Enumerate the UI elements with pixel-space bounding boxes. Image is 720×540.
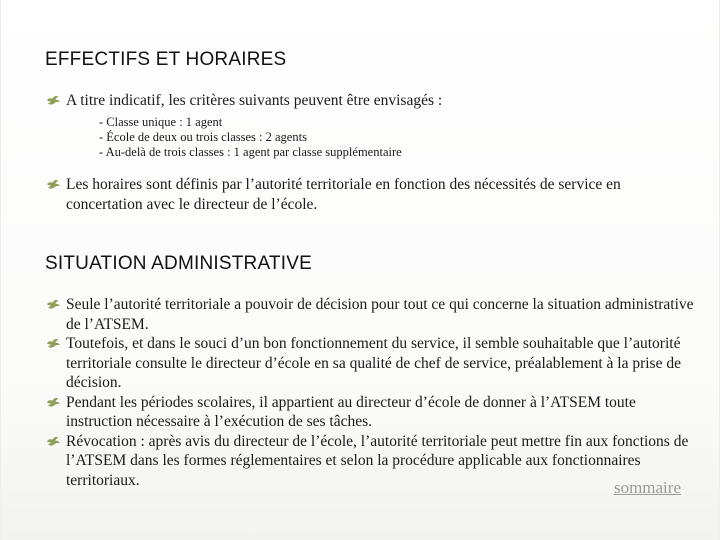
ribbon-bullet-icon — [46, 396, 61, 409]
sommaire-link[interactable]: sommaire — [613, 478, 681, 497]
ribbon-bullet-icon — [46, 298, 61, 311]
sub-item: - Au-delà de trois classes : 1 agent par classe supplémentaire — [99, 144, 402, 159]
section-title-situation: SITUATION ADMINISTRATIVE — [45, 253, 312, 274]
bullet-text: Les horaires sont définis par l’autorité territoriale en fonction des nécessités de service en concertation avec le directeur de l’école. — [66, 176, 621, 213]
bullet-list-situation — [45, 295, 695, 490]
bullet-text: Pendant les périodes scolaires, il appartient au directeur d’école de donner à l’ATSEM toute instruction nécessaire à l’exécution de ses tâches. — [66, 393, 636, 430]
bullet-list-effectifs — [45, 91, 695, 160]
bullet-text: Révocation : après avis du directeur de l’école, l’autorité territoriale peut mettre fin aux fonctions de l’ATSEM dans les formes réglementaires et selon la procédure applicable aux fonctionnaires territoriaux. — [66, 432, 689, 489]
bullet-item — [45, 334, 695, 393]
ribbon-bullet-icon — [46, 94, 61, 107]
bullet-item — [45, 91, 695, 160]
bullet-text: Toutefois, et dans le souci d’un bon fonctionnement du service, il semble souhaitable que l’autorité territoriale consulte le directeur d’école en sa qualité de chef de service, préalablement à la prise de décision. — [66, 335, 681, 391]
bullet-item — [45, 295, 695, 334]
sub-list — [66, 115, 695, 160]
bullet-text: Seule l’autorité territoriale a pouvoir de décision pour tout ce qui concerne la situation administrative de l’ATSEM. — [66, 296, 694, 333]
bullet-item — [45, 393, 695, 432]
bullet-item — [45, 175, 695, 214]
sub-item: - École de deux ou trois classes : 2 agents — [99, 129, 307, 144]
ribbon-bullet-icon — [46, 435, 61, 448]
sub-item: - Classe unique : 1 agent — [99, 114, 223, 129]
bullet-list-horaires — [45, 175, 695, 214]
section-title-effectifs: EFFECTIFS ET HORAIRES — [45, 49, 287, 70]
ribbon-bullet-icon — [46, 178, 61, 191]
ribbon-bullet-icon — [46, 337, 61, 350]
bullet-item — [45, 432, 695, 491]
bullet-text: A titre indicatif, les critères suivants peuvent être envisagés : — [66, 92, 443, 109]
